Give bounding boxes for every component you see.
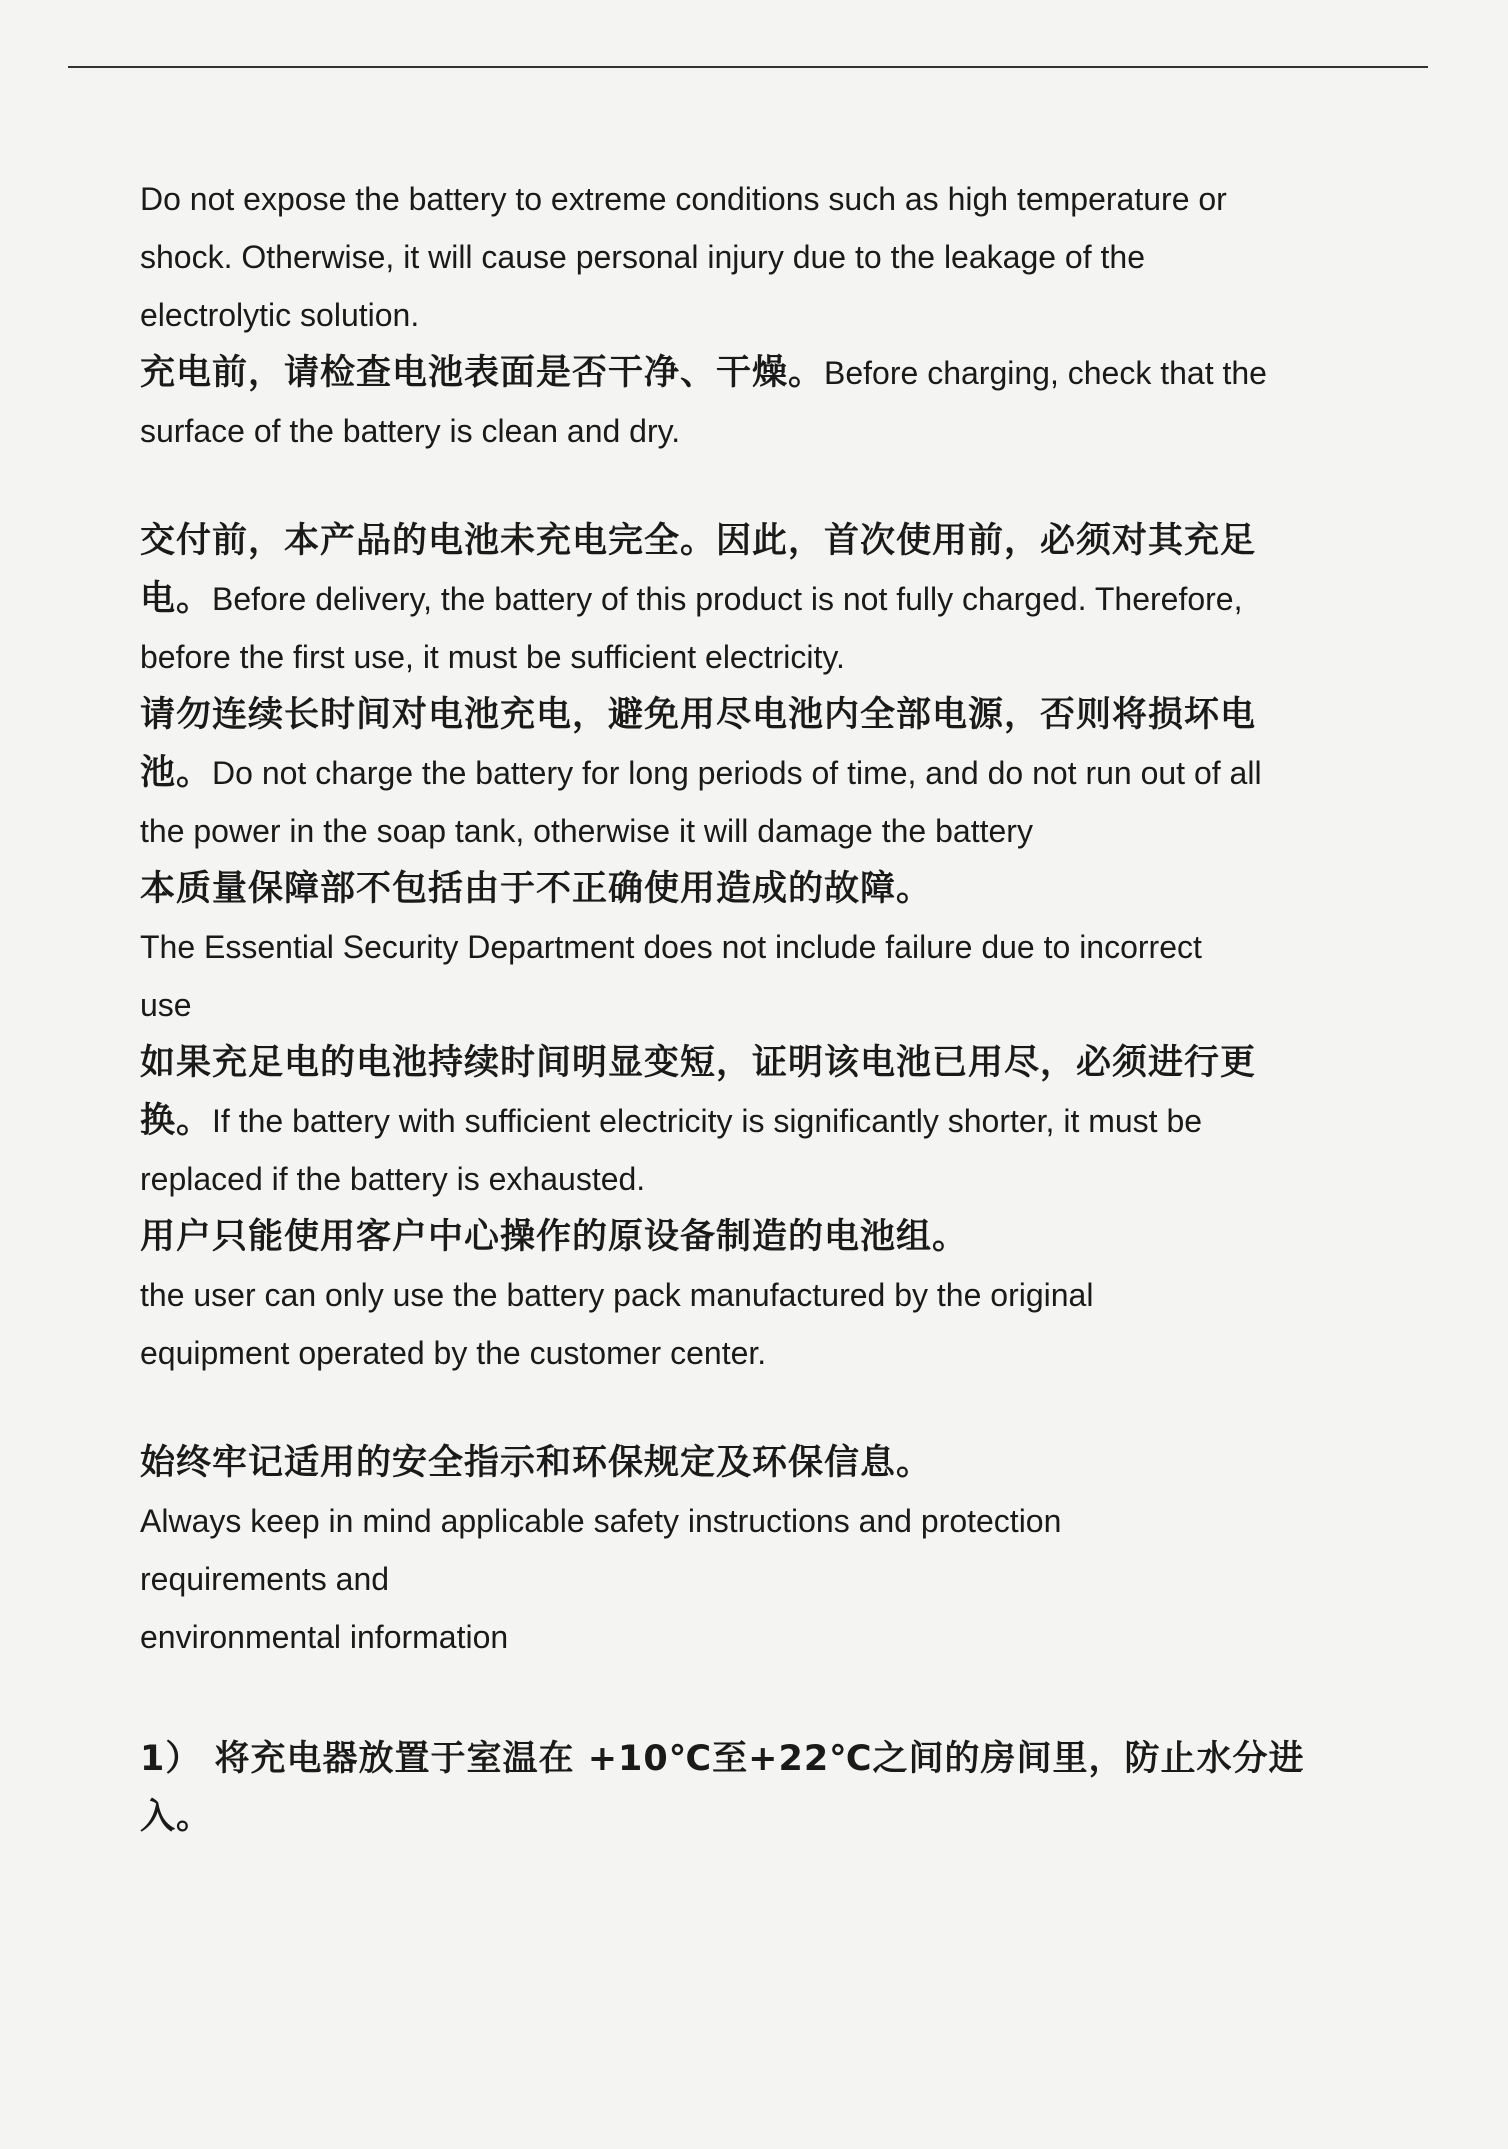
text-line (140, 744, 1340, 802)
english-text: before the first use, it must be sufficient electricity. (140, 639, 845, 675)
paragraph (140, 860, 1340, 1034)
text-line (140, 1266, 1340, 1324)
chinese-text: 入。 (140, 1797, 213, 1837)
english-text: The Essential Security Department does not include failure due to incorrect (140, 929, 1202, 965)
text-line (140, 802, 1340, 860)
english-text: environmental information (140, 1619, 509, 1655)
paragraph-spacer (140, 460, 1340, 512)
text-line (140, 570, 1340, 628)
paragraph (140, 686, 1340, 860)
paragraph (140, 1208, 1340, 1382)
text-line (140, 1730, 1340, 1788)
text-line (140, 1150, 1340, 1208)
text-line (140, 976, 1340, 1034)
paragraph-spacer (140, 1382, 1340, 1434)
text-line (140, 1034, 1340, 1092)
text-line (140, 1324, 1340, 1382)
text-line (140, 628, 1340, 686)
header-rule (68, 66, 1428, 68)
text-line (140, 918, 1340, 976)
text-line (140, 1208, 1340, 1266)
text-line (140, 1434, 1340, 1492)
text-line (140, 344, 1340, 402)
paragraph (140, 512, 1340, 686)
document-body (140, 170, 1340, 1846)
english-text: use (140, 987, 192, 1023)
english-text: Do not charge the battery for long periods of time, and do not run out of all (212, 755, 1262, 791)
paragraph-spacer (140, 1666, 1340, 1730)
english-text: shock. Otherwise, it will cause personal injury due to the leakage of the (140, 239, 1145, 275)
text-line (140, 1092, 1340, 1150)
paragraph (140, 1034, 1340, 1208)
english-text: Always keep in mind applicable safety instructions and protection (140, 1503, 1062, 1539)
chinese-text: 充电前，请检查电池表面是否干净、干燥。 (140, 353, 825, 393)
english-text: electrolytic solution. (140, 297, 420, 333)
text-line (140, 686, 1340, 744)
text-line (140, 1608, 1340, 1666)
chinese-text: 交付前，本产品的电池未充电完全。因此，首次使用前，必须对其充足 (140, 521, 1257, 561)
text-line (140, 512, 1340, 570)
english-text: Do not expose the battery to extreme conditions such as high temperature or (140, 181, 1227, 217)
english-text: If the battery with sufficient electricity is significantly shorter, it must be (212, 1103, 1203, 1139)
english-text: replaced if the battery is exhausted. (140, 1161, 646, 1197)
english-text: the power in the soap tank, otherwise it will damage the battery (140, 813, 1033, 849)
english-text: equipment operated by the customer center. (140, 1335, 767, 1371)
text-line (140, 1492, 1340, 1550)
text-line (140, 228, 1340, 286)
text-line (140, 1788, 1340, 1846)
english-text: Before charging, check that the (824, 355, 1267, 391)
chinese-text: 本质量保障部不包括由于不正确使用造成的故障。 (140, 869, 933, 909)
english-text: the user can only use the battery pack manufactured by the original (140, 1277, 1094, 1313)
text-line (140, 170, 1340, 228)
chinese-text: 电。 (140, 579, 213, 619)
chinese-text: 1） 将充电器放置于室温在 +10℃至+22℃之间的房间里，防止水分进 (140, 1739, 1305, 1779)
chinese-text: 池。 (140, 753, 213, 793)
chinese-text: 换。 (140, 1101, 213, 1141)
text-line (140, 1550, 1340, 1608)
paragraph (140, 170, 1340, 344)
chinese-text: 用户只能使用客户中心操作的原设备制造的电池组。 (140, 1217, 969, 1257)
chinese-text: 请勿连续长时间对电池充电，避免用尽电池内全部电源，否则将损坏电 (140, 695, 1257, 735)
english-text: requirements and (140, 1561, 390, 1597)
chinese-text: 如果充足电的电池持续时间明显变短，证明该电池已用尽，必须进行更 (140, 1043, 1257, 1083)
english-text: surface of the battery is clean and dry. (140, 413, 681, 449)
paragraph (140, 1730, 1340, 1846)
text-line (140, 286, 1340, 344)
chinese-text: 始终牢记适用的安全指示和环保规定及环保信息。 (140, 1443, 933, 1483)
english-text: Before delivery, the battery of this product is not fully charged. Therefore, (212, 581, 1243, 617)
paragraph (140, 1434, 1340, 1666)
text-line (140, 860, 1340, 918)
paragraph (140, 344, 1340, 460)
text-line (140, 402, 1340, 460)
